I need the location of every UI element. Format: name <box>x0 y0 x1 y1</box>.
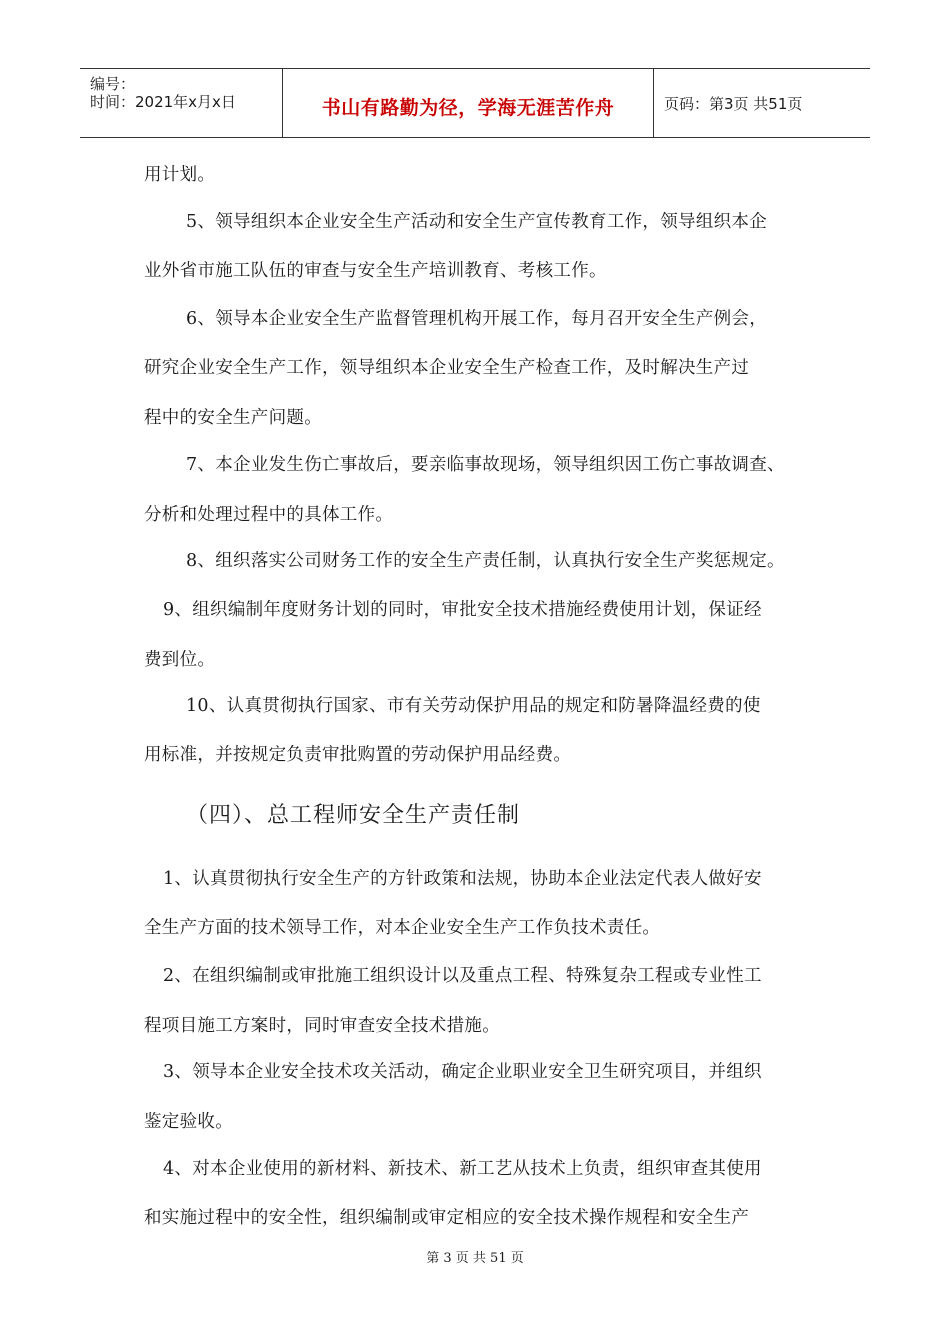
serial-number-label: 编号： <box>90 75 136 93</box>
body-line: 程中的安全生产问题。 <box>144 408 322 428</box>
body-line: 用标准，并按规定负责审批购置的劳动保护用品经费。 <box>144 745 572 765</box>
body-line: 10、认真贯彻执行国家、市有关劳动保护用品的规定和防暑降温经费的使 <box>186 696 761 716</box>
page-footer: 第 3 页 共 51 页 <box>426 1251 524 1266</box>
section-heading: （四）、总工程师安全生产责任制 <box>186 803 521 828</box>
header-page-cell <box>654 69 870 137</box>
body-line: 费到位。 <box>144 650 216 670</box>
body-line: 2、在组织编制或审批施工组织设计以及重点工程、特殊复杂工程或专业性工 <box>163 966 762 986</box>
body-line: 分析和处理过程中的具体工作。 <box>144 505 394 525</box>
date-label: 时间：2021年x月x日 <box>90 93 236 111</box>
body-line: 鉴定验收。 <box>144 1112 233 1132</box>
body-line: 9、组织编制年度财务计划的同时，审批安全技术措施经费使用计划，保证经 <box>163 600 762 620</box>
body-line: 用计划。 <box>144 165 216 185</box>
page-header <box>80 68 870 138</box>
body-line: 全生产方面的技术领导工作，对本企业安全生产工作负技术责任。 <box>144 918 661 938</box>
body-line: 8、组织落实公司财务工作的安全生产责任制，认真执行安全生产奖惩规定。 <box>186 551 785 571</box>
header-motto-cell <box>283 69 654 137</box>
body-line: 1、认真贯彻执行安全生产的方针政策和法规，协助本企业法定代表人做好安 <box>163 869 762 889</box>
body-line: 4、对本企业使用的新材料、新技术、新工艺从技术上负责，组织审查其使用 <box>163 1159 762 1179</box>
body-line: 业外省市施工队伍的审查与安全生产培训教育、考核工作。 <box>144 261 607 281</box>
page-info: 页码：第3页 共51页 <box>664 95 803 113</box>
header-meta-cell <box>80 69 283 137</box>
body-line: 程项目施工方案时，同时审查安全技术措施。 <box>144 1016 500 1036</box>
body-line: 和实施过程中的安全性，组织编制或审定相应的安全技术操作规程和安全生产 <box>144 1208 750 1228</box>
body-line: 5、领导组织本企业安全生产活动和安全生产宣传教育工作，领导组织本企 <box>186 212 768 232</box>
body-line: 6、领导本企业安全生产监督管理机构开展工作，每月召开安全生产例会， <box>186 309 768 329</box>
body-line: 研究企业安全生产工作，领导组织本企业安全生产检查工作，及时解决生产过 <box>144 358 750 378</box>
body-line: 3、领导本企业安全技术攻关活动，确定企业职业安全卫生研究项目，并组织 <box>163 1062 762 1082</box>
motto-text: 书山有路勤为径，学海无涯苦作舟 <box>321 97 615 119</box>
body-line: 7、本企业发生伤亡事故后，要亲临事故现场，领导组织因工伤亡事故调查、 <box>186 455 785 475</box>
